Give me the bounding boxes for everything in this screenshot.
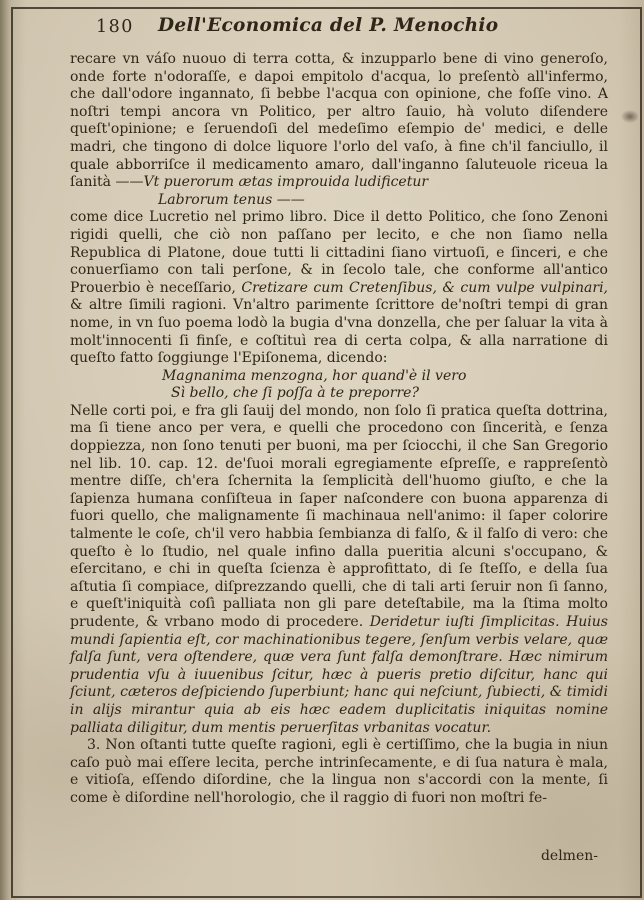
paragraph-2-latin-proverb: Cretizare cum Cretenſibus, & cum vulpe vulpinari,: [241, 279, 609, 296]
paragraph-3-text: Nelle corti poi, e fra gli ſauij del mondo, non ſolo ſi pratica queſta dottrina, ma ſi tiene anco per vera, e quelli che procedono con ſincerità, e ſenza doppiezza, non ſono tenuti per buoni, ma per ſciocchi, il che San Gregorio nel lib. 10. cap. 12. de'ſuoi morali egregiamente eſpreſſe, e rappreſentò mentre diſſe, ch'era ſchernita la ſemplicità dell'huomo giuſto, e che la ſapienza humana conſiſteua in ſaper naſcondere con buona apparenza di fuori quello, che malignamente ſi machinaua nell'animo: il ſaper colorire talmente le coſe, ch'il vero habbia ſembianza di falſo, & il falſo di vero: che queſto è lo ſtudio, nel quale infino dalla pueritia alcuni s'occupano, & eſercitano, e chi in queſta ſcienza è approfittato, di ſe ſteſſo, e della ſua aſtutia ſi compiace, diſprezzando quelli, che di tali arti ſeruir non ſi ſanno, e queſt'iniquità coſì palliata non gli pare deteſtabile, ma la ſtima molto prudente, & vrbano modo di procedere.: [70, 402, 608, 630]
page-content: [70, 14, 608, 808]
paragraph-1: [70, 51, 608, 192]
page-gutter-shadow: [0, 0, 11, 900]
paragraph-1-text: recare vn váſo nuouo di terra cotta, & inzupparlo bene di vino generoſo, onde forte n'odoraſſe, e dapoi empitolo d'acqua, lo preſentò all'infermo, che dall'odore ingannato, ſi bebbe l'acqua con opinione, che foſſe vino. A noſtri tempi ancora vn Politico, per altro ſauio, hà voluto diſendere queſt'opinione; e ſeruendoſi del medeſimo eſempio de' medici, e delle madri, che tingono di dolce liquore l'orlo del vaſo, à fine ch'il fanciullo, il quale abborriſce il medicamento amaro, dall'inganno ſaluteuole riceua la ſanità: [70, 51, 608, 191]
running-title: Dell'Economica del P. Menochio: [158, 15, 499, 36]
body-text: [70, 51, 608, 808]
latin-verse-line-2: Labrorum tenus ——: [158, 191, 305, 208]
running-head: [70, 14, 608, 44]
paragraph-3: [70, 403, 608, 737]
catchword: delmen-: [540, 848, 598, 864]
couplet-line-2: Sì bello, che ſi poſſa à te preporre?: [171, 385, 419, 402]
paragraph-2-text-b: & altre ſimili ragioni. Vn'altro parimente ſcrittore de'noſtri tempi di gran nome, in vn ſuo poema lodò la bugia d'vna donzella, che per ſaluar la vita à molt'innocenti ſi finſe, e coſtituì rea di certa colpa, & alla narratione di queſto fatto ſoggiunge l'Epiſonema, dicendo:: [70, 297, 608, 367]
latin-verse-line-1: ——Vt puerorum ætas improuida ludificetur: [115, 174, 429, 191]
paragraph-2: [70, 209, 608, 367]
paragraph-3-latin-quote: Deridetur iuſti ſimplicitas. Huius mundi ſapientia eſt, cor machinationibus tegere, ſenſum verbis velare, quæ falſa ſunt, vera oſtendere, quæ vera ſunt falſa demonſtrare. Hæc nimirum prudentia vſu à iuuenibus ſcitur, hæc à pueris pretio diſcitur, hanc qui ſciunt, cæteros deſpiciendo ſuperbiunt; hanc qui neſciunt, ſubiecti, & timidi in alijs mirantur quia ab eis hæc eadem duplicitatis iniquitas nomine palliata diligitur, dum mentis peruerſitas vrbanitas vocatur.: [70, 614, 608, 736]
page-number: 180: [96, 17, 134, 37]
poem-couplet: [70, 368, 608, 403]
paragraph-4: 3. Non oſtanti tutte queſte ragioni, egli è certiſſimo, che la bugia in niun caſo può mai eſſere lecita, perche intrinſecamente, e di ſua natura è mala, e vitioſa, eſſendo diſordine, che la lingua non s'accordi con la mente, ſi come è diſordine nell'horologio, che il raggio di fuori non moſtri fe-: [70, 737, 608, 806]
couplet-line-1: Magnanima menzogna, hor quand'è il vero: [162, 367, 467, 384]
ink-blot: [621, 110, 639, 123]
paragraph-2-text-a: come dice Lucretio nel primo libro. Dice il detto Politico, che ſono Zenoni rigidi quelli, che ciò non paſſano per lecito, e che non ſiamo nella Republica di Platone, doue tutti li cittadini ſiano virtuoſi, e ſinceri, e che conuerſiamo con tali perſone, & in ſecolo tale, che conforme all'antico Prouerbio è neceſſario,: [70, 209, 608, 296]
